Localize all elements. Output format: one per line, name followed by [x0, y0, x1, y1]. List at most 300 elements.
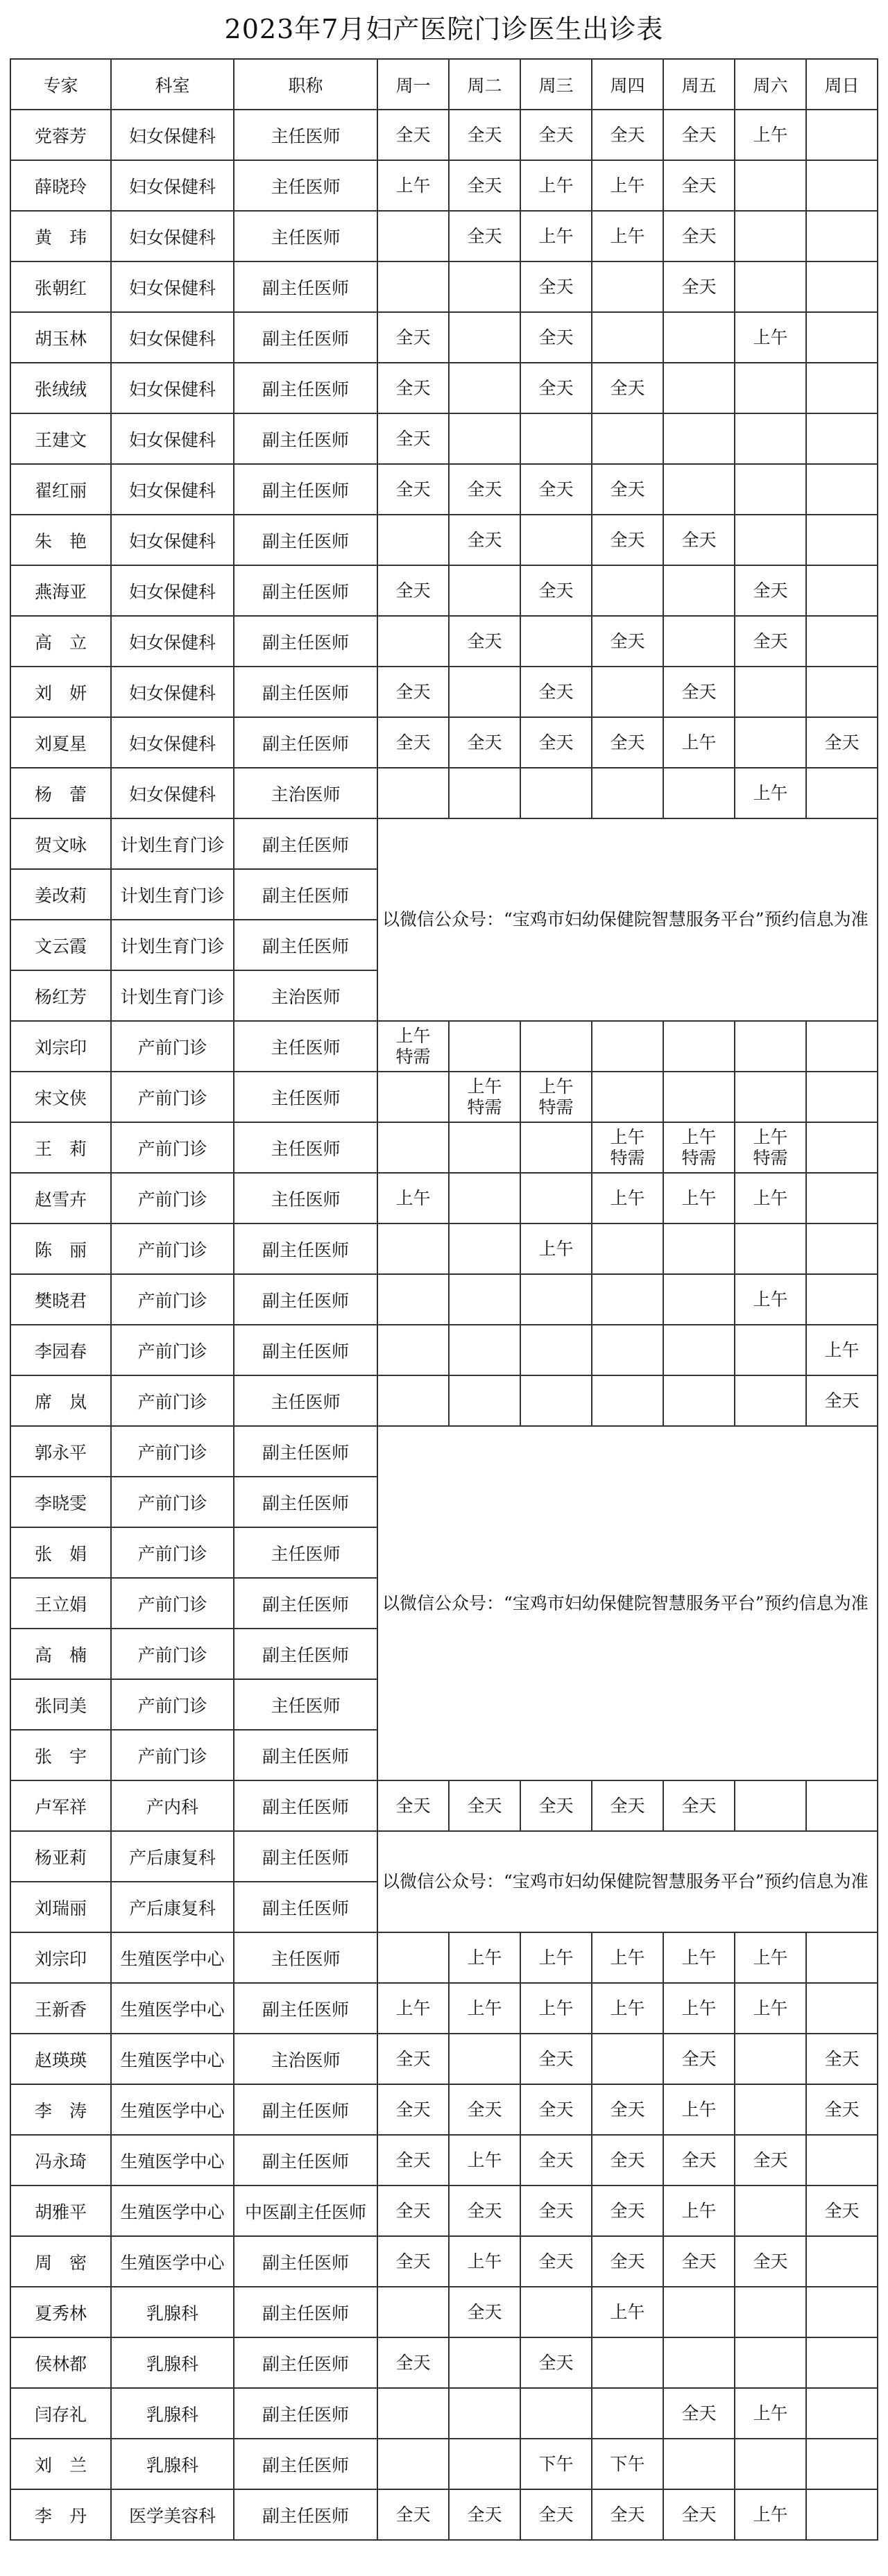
schedule-cell-monday: 全天 [377, 2084, 449, 2135]
schedule-cell-monday: 上午 [377, 1983, 449, 2034]
department: 生殖医学中心 [111, 1983, 234, 2034]
schedule-cell-thursday [592, 1274, 663, 1325]
schedule-cell-saturday: 上午 [735, 312, 806, 363]
department: 计划生育门诊 [111, 920, 234, 970]
schedule-cell-thursday [592, 1325, 663, 1375]
schedule-cell-wednesday: 全天 [520, 2186, 592, 2236]
schedule-cell-saturday [735, 1780, 806, 1831]
table-row [10, 717, 878, 768]
table-row [10, 211, 878, 261]
schedule-cell-tuesday [449, 1375, 520, 1426]
department: 产前门诊 [111, 1679, 234, 1730]
schedule-cell-tuesday [449, 768, 520, 818]
schedule-cell-wednesday: 上午 [520, 1223, 592, 1274]
doctor-name: 翟红丽 [10, 464, 111, 515]
schedule-cell-sunday [806, 768, 878, 818]
schedule-cell-sunday [806, 616, 878, 667]
doctor-name: 高 立 [10, 616, 111, 667]
table-row [10, 2034, 878, 2084]
schedule-cell-monday [377, 2388, 449, 2439]
schedule-cell-thursday [592, 1021, 663, 1072]
doctor-name: 文云霞 [10, 920, 111, 970]
schedule-cell-tuesday: 上午 特需 [449, 1072, 520, 1122]
doctor-name: 赵瑛瑛 [10, 2034, 111, 2084]
table-row [10, 2439, 878, 2489]
schedule-cell-saturday [735, 363, 806, 413]
schedule-cell-wednesday [520, 768, 592, 818]
department: 产前门诊 [111, 1578, 234, 1629]
job-title: 副主任医师 [234, 616, 377, 667]
schedule-cell-tuesday: 全天 [449, 717, 520, 768]
schedule-cell-friday: 上午 特需 [663, 1122, 735, 1173]
schedule-cell-friday [663, 312, 735, 363]
job-title: 副主任医师 [234, 2489, 377, 2540]
doctor-name: 张绒绒 [10, 363, 111, 413]
job-title: 副主任医师 [234, 1274, 377, 1325]
schedule-cell-sunday [806, 2135, 878, 2186]
schedule-cell-saturday: 上午 [735, 110, 806, 160]
doctor-name: 朱 艳 [10, 515, 111, 565]
job-title: 副主任医师 [234, 1223, 377, 1274]
schedule-cell-friday [663, 464, 735, 515]
job-title: 副主任医师 [234, 464, 377, 515]
department: 计划生育门诊 [111, 970, 234, 1021]
job-title: 副主任医师 [234, 312, 377, 363]
department: 妇女保健科 [111, 413, 234, 464]
schedule-cell-tuesday: 全天 [449, 2186, 520, 2236]
header-thursday: 周四 [592, 59, 663, 110]
schedule-cell-saturday: 上午 [735, 2489, 806, 2540]
table-row [10, 2489, 878, 2540]
schedule-cell-sunday [806, 1932, 878, 1983]
job-title: 副主任医师 [234, 2388, 377, 2439]
schedule-cell-saturday [735, 1325, 806, 1375]
schedule-cell-sunday [806, 2489, 878, 2540]
schedule-cell-thursday: 上午 [592, 160, 663, 211]
schedule-cell-thursday: 全天 [592, 616, 663, 667]
schedule-cell-tuesday [449, 312, 520, 363]
table-row [10, 1223, 878, 1274]
table-row [10, 1325, 878, 1375]
schedule-cell-saturday: 上午 [735, 1932, 806, 1983]
schedule-cell-thursday: 上午 特需 [592, 1122, 663, 1173]
job-title: 中医副主任医师 [234, 2186, 377, 2236]
table-row [10, 2135, 878, 2186]
schedule-cell-thursday: 下午 [592, 2439, 663, 2489]
schedule-cell-wednesday [520, 1375, 592, 1426]
schedule-cell-monday: 全天 [377, 312, 449, 363]
schedule-cell-tuesday [449, 1274, 520, 1325]
doctor-name: 李园春 [10, 1325, 111, 1375]
doctor-name: 胡玉林 [10, 312, 111, 363]
table-row [10, 565, 878, 616]
schedule-cell-wednesday: 全天 [520, 2034, 592, 2084]
schedule-cell-monday [377, 768, 449, 818]
schedule-cell-friday: 上午 [663, 2186, 735, 2236]
schedule-cell-sunday [806, 413, 878, 464]
job-title: 副主任医师 [234, 1831, 377, 1882]
schedule-cell-thursday [592, 2337, 663, 2388]
table-row [10, 160, 878, 211]
department: 妇女保健科 [111, 211, 234, 261]
schedule-cell-friday [663, 616, 735, 667]
schedule-cell-friday: 全天 [663, 2236, 735, 2287]
schedule-cell-sunday: 全天 [806, 2186, 878, 2236]
doctor-name: 王 莉 [10, 1122, 111, 1173]
doctor-name: 赵雪卉 [10, 1173, 111, 1223]
schedule-cell-wednesday [520, 515, 592, 565]
schedule-cell-monday [377, 1325, 449, 1375]
job-title: 副主任医师 [234, 565, 377, 616]
doctor-name: 郭永平 [10, 1426, 111, 1477]
doctor-name: 侯林都 [10, 2337, 111, 2388]
schedule-cell-wednesday: 全天 [520, 2084, 592, 2135]
department: 乳腺科 [111, 2388, 234, 2439]
schedule-cell-wednesday: 全天 [520, 464, 592, 515]
department: 产前门诊 [111, 1072, 234, 1122]
job-title: 主任医师 [234, 1527, 377, 1578]
job-title: 副主任医师 [234, 1730, 377, 1780]
schedule-cell-monday: 全天 [377, 2236, 449, 2287]
schedule-cell-friday: 全天 [663, 2135, 735, 2186]
department: 产前门诊 [111, 1325, 234, 1375]
department: 妇女保健科 [111, 515, 234, 565]
schedule-cell-friday [663, 2439, 735, 2489]
schedule-cell-wednesday: 全天 [520, 2489, 592, 2540]
schedule-cell-saturday: 全天 [735, 2135, 806, 2186]
department: 产前门诊 [111, 1527, 234, 1578]
schedule-cell-sunday [806, 1021, 878, 1072]
schedule-cell-sunday: 上午 [806, 1325, 878, 1375]
header-doctor: 专家 [10, 59, 111, 110]
schedule-cell-monday [377, 616, 449, 667]
schedule-cell-tuesday: 全天 [449, 1780, 520, 1831]
schedule-cell-sunday [806, 464, 878, 515]
schedule-cell-saturday: 上午 [735, 1173, 806, 1223]
job-title: 副主任医师 [234, 920, 377, 970]
schedule-cell-tuesday: 全天 [449, 211, 520, 261]
schedule-cell-thursday: 全天 [592, 717, 663, 768]
page-title: 2023年7月妇产医院门诊医生出诊表 [224, 14, 664, 44]
doctor-name: 杨红芳 [10, 970, 111, 1021]
department: 医学美容科 [111, 2489, 234, 2540]
table-row [10, 1122, 878, 1173]
schedule-cell-monday [377, 1375, 449, 1426]
table-row [10, 2236, 878, 2287]
schedule-cell-thursday: 全天 [592, 2084, 663, 2135]
table-row [10, 1780, 878, 1831]
job-title: 副主任医师 [234, 2084, 377, 2135]
doctor-name: 闫存礼 [10, 2388, 111, 2439]
schedule-cell-friday [663, 1072, 735, 1122]
job-title: 主任医师 [234, 1021, 377, 1072]
table-row [10, 261, 878, 312]
schedule-cell-saturday: 全天 [735, 616, 806, 667]
schedule-cell-saturday [735, 515, 806, 565]
doctor-name: 樊晓君 [10, 1274, 111, 1325]
schedule-cell-thursday [592, 1375, 663, 1426]
job-title: 副主任医师 [234, 1325, 377, 1375]
schedule-cell-saturday [735, 1021, 806, 1072]
schedule-cell-friday: 上午 [663, 1983, 735, 2034]
schedule-cell-thursday: 全天 [592, 464, 663, 515]
job-title: 主任医师 [234, 1932, 377, 1983]
department: 妇女保健科 [111, 261, 234, 312]
schedule-cell-sunday [806, 312, 878, 363]
schedule-cell-tuesday [449, 1173, 520, 1223]
department: 生殖医学中心 [111, 2084, 234, 2135]
schedule-cell-thursday [592, 2388, 663, 2439]
doctor-name: 陈 丽 [10, 1223, 111, 1274]
schedule-cell-wednesday: 全天 [520, 1780, 592, 1831]
schedule-cell-sunday [806, 667, 878, 717]
table-row [10, 1072, 878, 1122]
schedule-cell-monday [377, 1072, 449, 1122]
table-row [10, 110, 878, 160]
header-row [10, 59, 878, 110]
header-department: 科室 [111, 59, 234, 110]
schedule-cell-friday: 上午 [663, 2084, 735, 2135]
job-title: 主任医师 [234, 1072, 377, 1122]
schedule-cell-sunday: 全天 [806, 717, 878, 768]
job-title: 主治医师 [234, 970, 377, 1021]
job-title: 副主任医师 [234, 363, 377, 413]
schedule-cell-sunday: 全天 [806, 2034, 878, 2084]
schedule-cell-tuesday [449, 1021, 520, 1072]
schedule-cell-wednesday: 上午 [520, 1932, 592, 1983]
schedule-cell-tuesday [449, 1325, 520, 1375]
doctor-name: 燕海亚 [10, 565, 111, 616]
schedule-cell-thursday: 上午 [592, 1173, 663, 1223]
department: 产后康复科 [111, 1831, 234, 1882]
schedule-cell-tuesday [449, 2388, 520, 2439]
schedule-cell-friday: 全天 [663, 261, 735, 312]
doctor-name: 王立娟 [10, 1578, 111, 1629]
schedule-cell-tuesday [449, 413, 520, 464]
schedule-cell-friday: 全天 [663, 110, 735, 160]
schedule-cell-wednesday: 全天 [520, 312, 592, 363]
schedule-cell-saturday [735, 667, 806, 717]
schedule-cell-monday [377, 515, 449, 565]
table-row [10, 667, 878, 717]
job-title: 副主任医师 [234, 2287, 377, 2337]
table-row [10, 312, 878, 363]
schedule-cell-monday [377, 2439, 449, 2489]
schedule-cell-thursday [592, 413, 663, 464]
schedule-cell-monday [377, 1122, 449, 1173]
schedule-cell-sunday [806, 1223, 878, 1274]
schedule-cell-wednesday [520, 413, 592, 464]
table-row [10, 1173, 878, 1223]
schedule-cell-wednesday: 全天 [520, 2135, 592, 2186]
job-title: 副主任医师 [234, 2439, 377, 2489]
doctor-name: 王建文 [10, 413, 111, 464]
schedule-cell-friday [663, 2337, 735, 2388]
department: 产前门诊 [111, 1730, 234, 1780]
schedule-cell-sunday [806, 261, 878, 312]
department: 产前门诊 [111, 1173, 234, 1223]
schedule-cell-sunday: 全天 [806, 2084, 878, 2135]
schedule-cell-thursday [592, 565, 663, 616]
schedule-cell-wednesday: 全天 [520, 2337, 592, 2388]
schedule-cell-thursday [592, 667, 663, 717]
schedule-cell-saturday [735, 261, 806, 312]
schedule-cell-saturday [735, 2287, 806, 2337]
doctor-name: 卢军祥 [10, 1780, 111, 1831]
schedule-cell-tuesday [449, 1223, 520, 1274]
job-title: 副主任医师 [234, 717, 377, 768]
department: 妇女保健科 [111, 616, 234, 667]
doctor-name: 刘夏星 [10, 717, 111, 768]
job-title: 副主任医师 [234, 2135, 377, 2186]
schedule-cell-sunday [806, 515, 878, 565]
schedule-cell-tuesday: 全天 [449, 2084, 520, 2135]
doctor-name: 张同美 [10, 1679, 111, 1730]
schedule-cell-tuesday [449, 2439, 520, 2489]
job-title: 副主任医师 [234, 667, 377, 717]
schedule-cell-monday [377, 1274, 449, 1325]
header-monday: 周一 [377, 59, 449, 110]
schedule-cell-wednesday: 全天 [520, 717, 592, 768]
schedule-cell-saturday [735, 464, 806, 515]
appointment-notice: 以微信公众号：“宝鸡市妇幼保健院智慧服务平台”预约信息为准 [377, 1831, 878, 1932]
schedule-cell-monday: 全天 [377, 667, 449, 717]
schedule-cell-sunday: 全天 [806, 1375, 878, 1426]
department: 产前门诊 [111, 1375, 234, 1426]
schedule-cell-saturday [735, 2034, 806, 2084]
schedule-cell-thursday: 上午 [592, 211, 663, 261]
schedule-cell-wednesday [520, 1325, 592, 1375]
schedule-cell-wednesday [520, 1173, 592, 1223]
schedule-cell-thursday: 上午 [592, 1983, 663, 2034]
job-title: 主任医师 [234, 110, 377, 160]
schedule-cell-saturday: 全天 [735, 2236, 806, 2287]
schedule-cell-monday: 全天 [377, 2186, 449, 2236]
schedule-cell-wednesday: 上午 [520, 160, 592, 211]
header-saturday: 周六 [735, 59, 806, 110]
schedule-body [10, 110, 878, 2540]
job-title: 主任医师 [234, 1679, 377, 1730]
job-title: 副主任医师 [234, 1426, 377, 1477]
schedule-cell-saturday [735, 1223, 806, 1274]
job-title: 主任医师 [234, 211, 377, 261]
schedule-cell-friday: 全天 [663, 515, 735, 565]
department: 妇女保健科 [111, 110, 234, 160]
table-row [10, 2337, 878, 2388]
department: 妇女保健科 [111, 768, 234, 818]
schedule-cell-sunday [806, 160, 878, 211]
job-title: 副主任医师 [234, 1882, 377, 1932]
schedule-cell-tuesday: 全天 [449, 160, 520, 211]
department: 妇女保健科 [111, 667, 234, 717]
table-row [10, 1274, 878, 1325]
schedule-cell-tuesday: 上午 [449, 1932, 520, 1983]
table-row [10, 1932, 878, 1983]
schedule-cell-friday [663, 1375, 735, 1426]
department: 妇女保健科 [111, 312, 234, 363]
department: 乳腺科 [111, 2287, 234, 2337]
schedule-cell-sunday [806, 110, 878, 160]
doctor-name: 周 密 [10, 2236, 111, 2287]
schedule-cell-monday: 全天 [377, 2489, 449, 2540]
schedule-cell-friday: 全天 [663, 2489, 735, 2540]
schedule-cell-friday: 全天 [663, 667, 735, 717]
schedule-cell-monday: 全天 [377, 1780, 449, 1831]
appointment-notice: 以微信公众号：“宝鸡市妇幼保健院智慧服务平台”预约信息为准 [377, 818, 878, 1021]
job-title: 副主任医师 [234, 2236, 377, 2287]
schedule-cell-thursday [592, 1072, 663, 1122]
schedule-cell-tuesday [449, 2337, 520, 2388]
schedule-cell-wednesday [520, 2287, 592, 2337]
schedule-cell-wednesday: 全天 [520, 261, 592, 312]
doctor-name: 王新香 [10, 1983, 111, 2034]
department: 生殖医学中心 [111, 2034, 234, 2084]
table-row [10, 818, 878, 869]
table-row [10, 2287, 878, 2337]
schedule-cell-saturday [735, 211, 806, 261]
schedule-cell-wednesday: 下午 [520, 2439, 592, 2489]
header-wednesday: 周三 [520, 59, 592, 110]
schedule-cell-saturday [735, 2337, 806, 2388]
schedule-cell-saturday: 上午 [735, 768, 806, 818]
schedule-cell-friday [663, 1021, 735, 1072]
department: 产前门诊 [111, 1629, 234, 1679]
schedule-cell-wednesday: 上午 特需 [520, 1072, 592, 1122]
schedule-cell-sunday [806, 1173, 878, 1223]
schedule-cell-wednesday: 全天 [520, 667, 592, 717]
doctor-name: 贺文咏 [10, 818, 111, 869]
job-title: 副主任医师 [234, 261, 377, 312]
doctor-name: 张 宇 [10, 1730, 111, 1780]
schedule-cell-tuesday: 上午 [449, 2236, 520, 2287]
schedule-cell-monday: 全天 [377, 2034, 449, 2084]
job-title: 副主任医师 [234, 1477, 377, 1527]
schedule-cell-wednesday: 全天 [520, 363, 592, 413]
schedule-cell-sunday [806, 1122, 878, 1173]
department: 产前门诊 [111, 1477, 234, 1527]
schedule-cell-monday: 全天 [377, 717, 449, 768]
schedule-cell-thursday [592, 2034, 663, 2084]
department: 妇女保健科 [111, 464, 234, 515]
table-row [10, 616, 878, 667]
department: 产前门诊 [111, 1274, 234, 1325]
schedule-cell-wednesday: 全天 [520, 110, 592, 160]
department: 生殖医学中心 [111, 2186, 234, 2236]
schedule-cell-sunday [806, 211, 878, 261]
schedule-cell-saturday [735, 2084, 806, 2135]
job-title: 副主任医师 [234, 1578, 377, 1629]
schedule-cell-monday: 上午 [377, 160, 449, 211]
schedule-cell-monday: 全天 [377, 464, 449, 515]
schedule-cell-wednesday [520, 1021, 592, 1072]
schedule-cell-sunday [806, 363, 878, 413]
schedule-cell-tuesday: 全天 [449, 110, 520, 160]
doctor-name: 胡雅平 [10, 2186, 111, 2236]
schedule-cell-sunday [806, 1072, 878, 1122]
schedule-cell-thursday: 上午 [592, 2287, 663, 2337]
job-title: 副主任医师 [234, 1629, 377, 1679]
schedule-cell-sunday [806, 2388, 878, 2439]
doctor-name: 刘 兰 [10, 2439, 111, 2489]
schedule-cell-friday [663, 363, 735, 413]
job-title: 副主任医师 [234, 818, 377, 869]
schedule-cell-monday [377, 211, 449, 261]
schedule-cell-tuesday: 全天 [449, 2489, 520, 2540]
schedule-cell-tuesday [449, 261, 520, 312]
doctor-name: 宋文侠 [10, 1072, 111, 1122]
schedule-cell-friday [663, 768, 735, 818]
schedule-cell-wednesday: 上午 [520, 211, 592, 261]
